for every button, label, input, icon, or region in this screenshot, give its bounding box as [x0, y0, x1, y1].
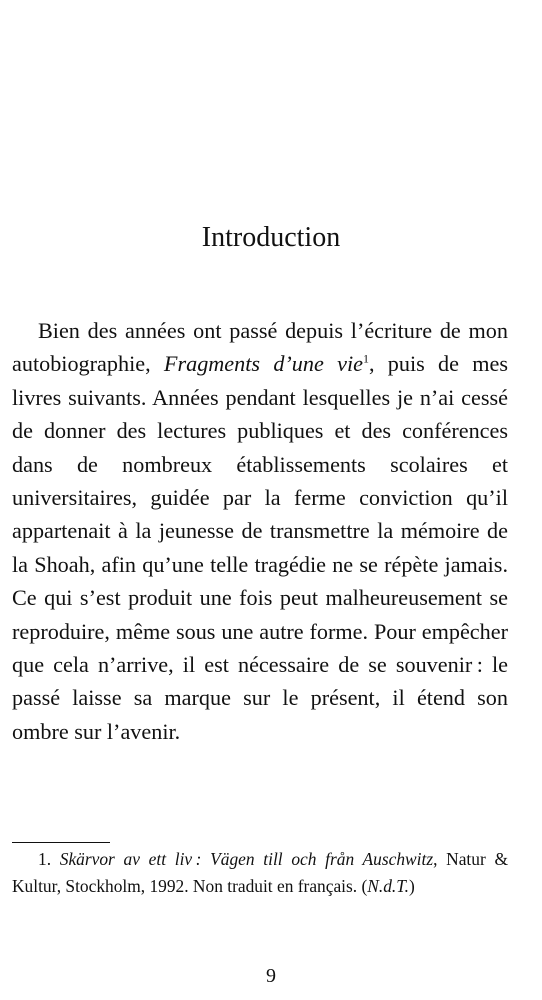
book-title: Fragments d’une vie: [163, 351, 363, 377]
footnote-separator: [12, 842, 110, 843]
footnote-work-title: Skärvor av ett liv : Vägen till och från Auschwitz: [59, 849, 434, 869]
paragraph-text-start: Bien des années ont passé depuis l’écriture de mon autobiographie,: [12, 318, 508, 377]
footnote-reference[interactable]: 1: [362, 352, 369, 367]
introduction-paragraph: [12, 314, 508, 748]
footnote-details: , Natur & Kultur, Stockholm, 1992. Non traduit en français. (: [12, 849, 508, 896]
page-number: 9: [266, 965, 276, 987]
chapter-title: Introduction: [201, 222, 341, 253]
footnote: [12, 846, 508, 899]
footnote-ndt: N.d.T.: [367, 875, 409, 896]
footnote-close: ): [408, 875, 415, 896]
paragraph-text-rest: , puis de mes livres suivants. Années pendant lesquelles je n’ai cessé de donner des lectures publiques et des conférences dans de nombreux établissements scolaires et universitaires, guidée par la ferme conviction qu’il appartenait à la jeunesse de transmettre la mémoire de la Shoah, afin qu’une telle tragédie ne se répète jamais. Ce qui s’est produit une fois peut malheureusement se reproduire, même sous une autre forme. Pour empêcher que cela n’arrive, il est nécessaire de se souvenir : le passé laisse sa marque sur le présent, il étend son ombre sur l’avenir.: [12, 351, 508, 744]
footnote-number: 1.: [38, 849, 60, 869]
